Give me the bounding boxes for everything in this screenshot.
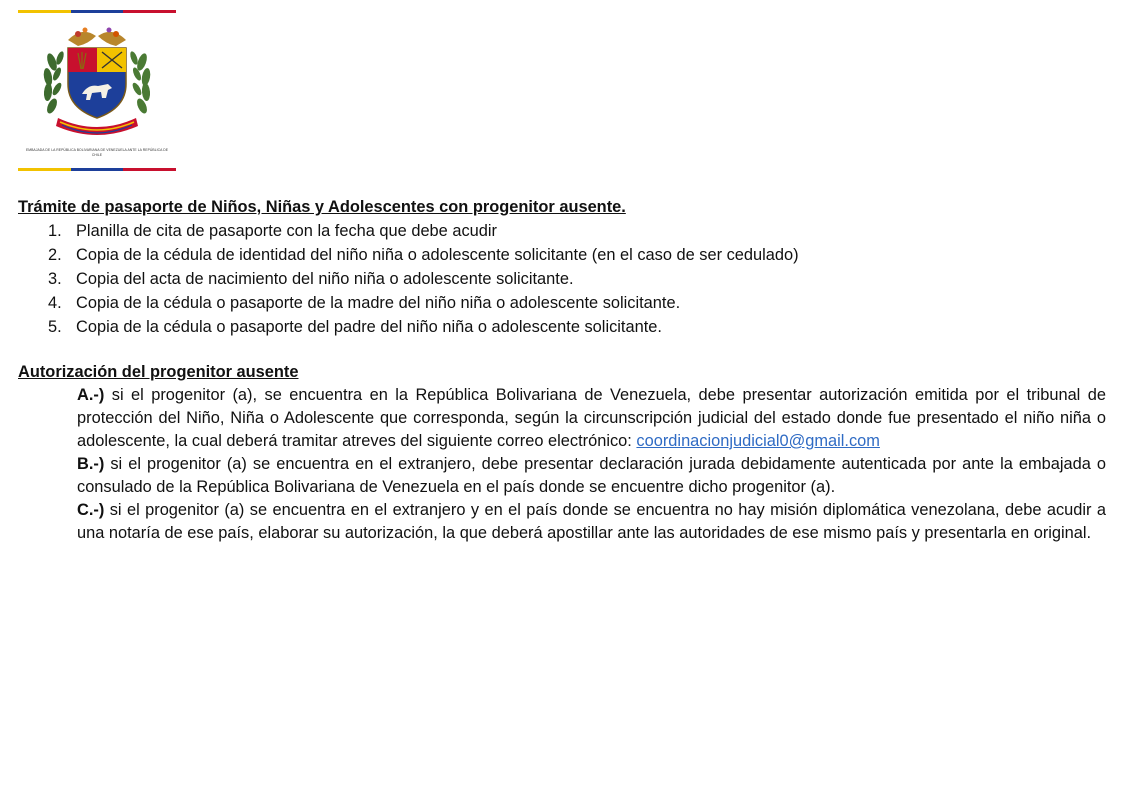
- paragraph-a-text: si el progenitor (a), se encuentra en la República Bolivariana de Venezuela, debe presentar autorización emitida por el tribunal de protección del Niño, Niña o Adolescente que corresponda, según la circunscripción judicial del estado donde fue presentado el niño niña o adolescente, la cual deberá tramitar atreves del siguiente correo electrónico:: [77, 386, 1106, 450]
- list-item: [48, 291, 1108, 315]
- list-item-number: 1.: [48, 222, 62, 240]
- list-item: [48, 267, 1108, 291]
- paragraph-b-label: B.-): [77, 455, 105, 473]
- paragraph-b: [77, 453, 1106, 499]
- paragraph-b-text: si el progenitor (a) se encuentra en el extranjero, debe presentar declaración jurada debidamente autenticada por ante la embajada o consulado de la República Bolivariana de Venezuela en el país donde se encuentre dicho progenitor (a).: [77, 455, 1106, 496]
- section-title-passport: Trámite de pasaporte de Niños, Niñas y Adolescentes con progenitor ausente.: [18, 198, 626, 216]
- list-item-number: 2.: [48, 246, 62, 264]
- list-item: [48, 219, 1108, 243]
- list-item-number: 3.: [48, 270, 62, 288]
- list-item-text: Copia del acta de nacimiento del niño niña o adolescente solicitante.: [76, 270, 574, 288]
- document-body: [18, 196, 1108, 545]
- letterhead: [18, 10, 176, 172]
- flag-stripe-bottom: [18, 168, 176, 171]
- coat-of-arms-caption: EMBAJADA DE LA REPÚBLICA BOLIVARIANA DE VENEZUELA ANTE LA REPÚBLICA DE CHILE: [25, 148, 169, 157]
- list-item-text: Copia de la cédula o pasaporte de la madre del niño niña o adolescente solicitante.: [76, 294, 681, 312]
- list-item-text: Planilla de cita de pasaporte con la fecha que debe acudir: [76, 222, 497, 240]
- paragraph-c: [77, 499, 1106, 545]
- requirements-list: [18, 219, 1108, 339]
- flag-stripe-top: [18, 10, 176, 13]
- paragraph-c-text: si el progenitor (a) se encuentra en el extranjero y en el país donde se encuentra no hay misión diplomática venezolana, debe acudir a una notaría de ese país, elaborar su autorización, la que deberá apostillar ante las autoridades de ese mismo país y presentarla en original.: [77, 501, 1106, 542]
- coat-of-arms-icon: [38, 22, 156, 144]
- section-title-authorization: Autorización del progenitor ausente: [18, 363, 299, 381]
- list-item-text: Copia de la cédula de identidad del niño niña o adolescente solicitante (en el caso de ser cedulado): [76, 246, 799, 264]
- list-item-number: 4.: [48, 294, 62, 312]
- paragraph-a-label: A.-): [77, 386, 105, 404]
- list-item: [48, 243, 1108, 267]
- email-link[interactable]: coordinacionjudicial0@gmail.com: [636, 432, 880, 450]
- list-item-text: Copia de la cédula o pasaporte del padre del niño niña o adolescente solicitante.: [76, 318, 662, 336]
- paragraph-c-label: C.-): [77, 501, 105, 519]
- list-item: [48, 315, 1108, 339]
- list-item-number: 5.: [48, 318, 62, 336]
- paragraph-a: [77, 384, 1106, 453]
